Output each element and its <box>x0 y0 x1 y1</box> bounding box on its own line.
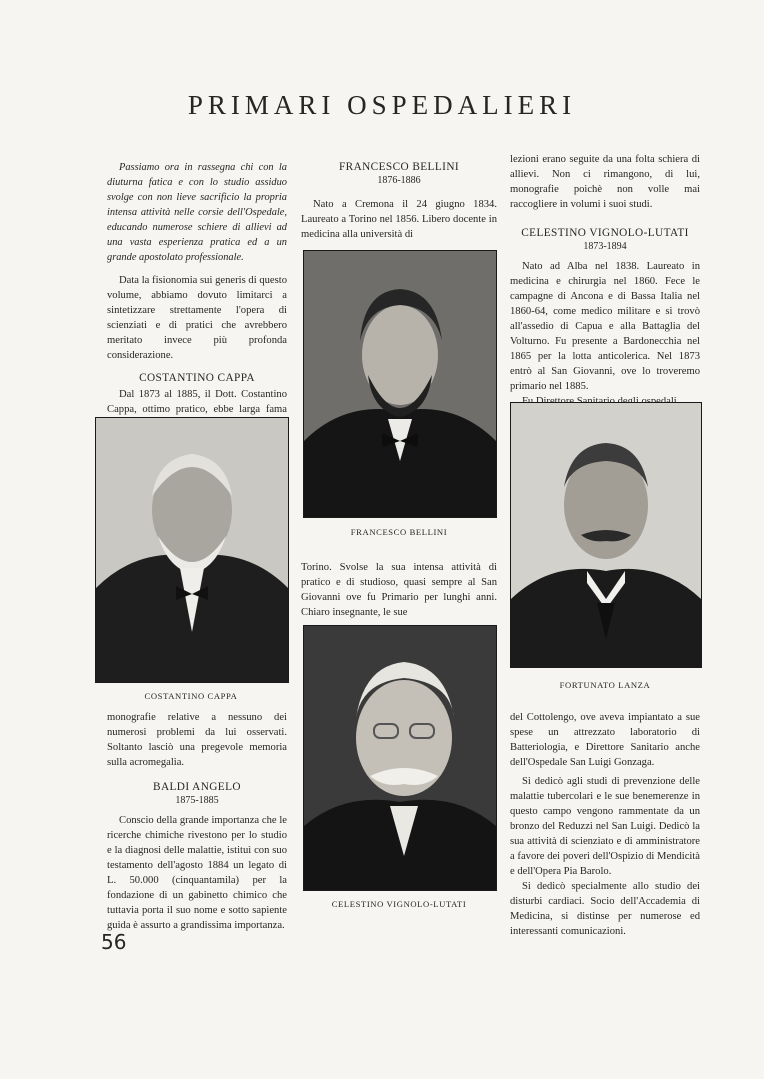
column-1 <box>107 152 287 432</box>
bellini-text-3: lezioni erano seguite da una folta schiera di allievi. Non ci rimangono, di lui, monografie poichè non volle mai raccogliere in volumi i suoi studi. <box>510 154 700 210</box>
page-title: PRIMARI OSPEDALIERI <box>187 90 577 120</box>
cappa-text-2: monografie relative a nessuno dei numerosi problemi da lui osservati. Soltanto lasciò una pregevole memoria sulla acromegalia. <box>107 712 287 768</box>
vignolo-years: 1873-1894 <box>583 241 627 252</box>
editorial-note: Data la fisionomia sui generis di questo volume, abbiamo dovuto limitarci a sintetizzare strettamente l'opera di scienziati e di pratici che avrebbero meritato invece più profonda considerazione. <box>107 275 287 361</box>
vignolo-text-1: Nato ad Alba nel 1838. Laureato in medicina e chirurgia nel 1860. Fece le campagne di Ancona e di Bassa Italia nel 1860-64, come medico militare e si trovò all'assedio di Capua e alla Battaglia del Volturno. Fu presente a Bardonecchia nel 1865 per la lotta anticolerica. Nel 1873 entrò al San Giovanni, ove lo troveremo primario nel 1885. <box>510 261 700 392</box>
column-3 <box>510 152 700 409</box>
intro-paragraph: Passiamo ora in rassegna chi con la diuturna fatica e con lo studio assiduo svolge con non lieve sacrificio la propria intensa attività nelle corsie dell'Ospedale, educando numerose schiere di allievi ad una vasta esperienza pratica ed a un grande apostolato professionale. <box>107 162 287 263</box>
vignolo-text-4: Si dedicò agli studi di prevenzione delle malattie tubercolari e le sue benemerenze in questo campo vengono rammentate da un bronzo del Reduzzi nel San Luigi. Dedicò la sua attività di scienziato e di amministratore a favore dei poveri dell'Ospizio di Mendicità e dell'Opera Pia Barolo. <box>510 776 700 877</box>
baldi-text: Conscio della grande importanza che le ricerche chimiche rivestono per lo studio e la diagnosi delle malattie, istituì con suo testamento dell'agosto 1884 un legato di L. 50.000 (cinquantamila) per la fondazione di un gabinetto chimico che tuttavia porta il suo nome e sotto sapiente guida è assurto a grandissima importanza. <box>107 815 287 931</box>
lanza-caption: FORTUNATO LANZA <box>559 680 651 690</box>
vignolo-caption: CELESTINO VIGNOLO-LUTATI <box>331 899 467 909</box>
vignolo-text-5: Si dedicò specialmente allo studio dei disturbi cardiaci. Socio dell'Accademia di Medicina, si distinse per numerose ed interessanti comunicazioni. <box>510 881 700 937</box>
bellini-caption: FRANCESCO BELLINI <box>350 527 448 537</box>
page-number: 56 <box>101 930 127 954</box>
baldi-heading: BALDI ANGELO <box>153 781 241 793</box>
bellini-text-1: Nato a Cremona il 24 giugno 1834. Laureato a Torino nel 1856. Libero docente in medicina alla università di <box>301 199 497 240</box>
column-2 <box>301 152 497 242</box>
column-1-lower <box>107 710 287 933</box>
cappa-text-1: Dal 1873 al 1885, il Dott. Costantino Cappa, ottimo pratico, ebbe larga fama <box>107 389 287 415</box>
bellini-years: 1876-1886 <box>377 175 421 186</box>
bellini-portrait <box>303 250 497 518</box>
baldi-years: 1875-1885 <box>175 795 219 806</box>
bellini-text-2: Torino. Svolse la sua intensa attività di pratico e di studioso, quasi sempre al San Giovanni ove fu Primario per lunghi anni. Chiaro insegnante, le sue <box>301 562 497 618</box>
vignolo-portrait <box>303 625 497 891</box>
column-2-middle <box>301 560 497 620</box>
bellini-heading: FRANCESCO BELLINI <box>338 161 460 173</box>
cappa-caption: COSTANTINO CAPPA <box>144 691 238 701</box>
column-3-lower <box>510 710 700 939</box>
vignolo-text-3: del Cottolengo, ove aveva impiantato a sue spese un attrezzato laboratorio di Batteriologia, e Direttore Sanitario anche dell'Ospedale San Luigi Gonzaga. <box>510 712 700 768</box>
lanza-portrait <box>510 402 702 668</box>
vignolo-heading: CELESTINO VIGNOLO-LUTATI <box>521 227 689 239</box>
cappa-portrait <box>95 417 289 683</box>
cappa-heading: COSTANTINO CAPPA <box>139 372 255 384</box>
